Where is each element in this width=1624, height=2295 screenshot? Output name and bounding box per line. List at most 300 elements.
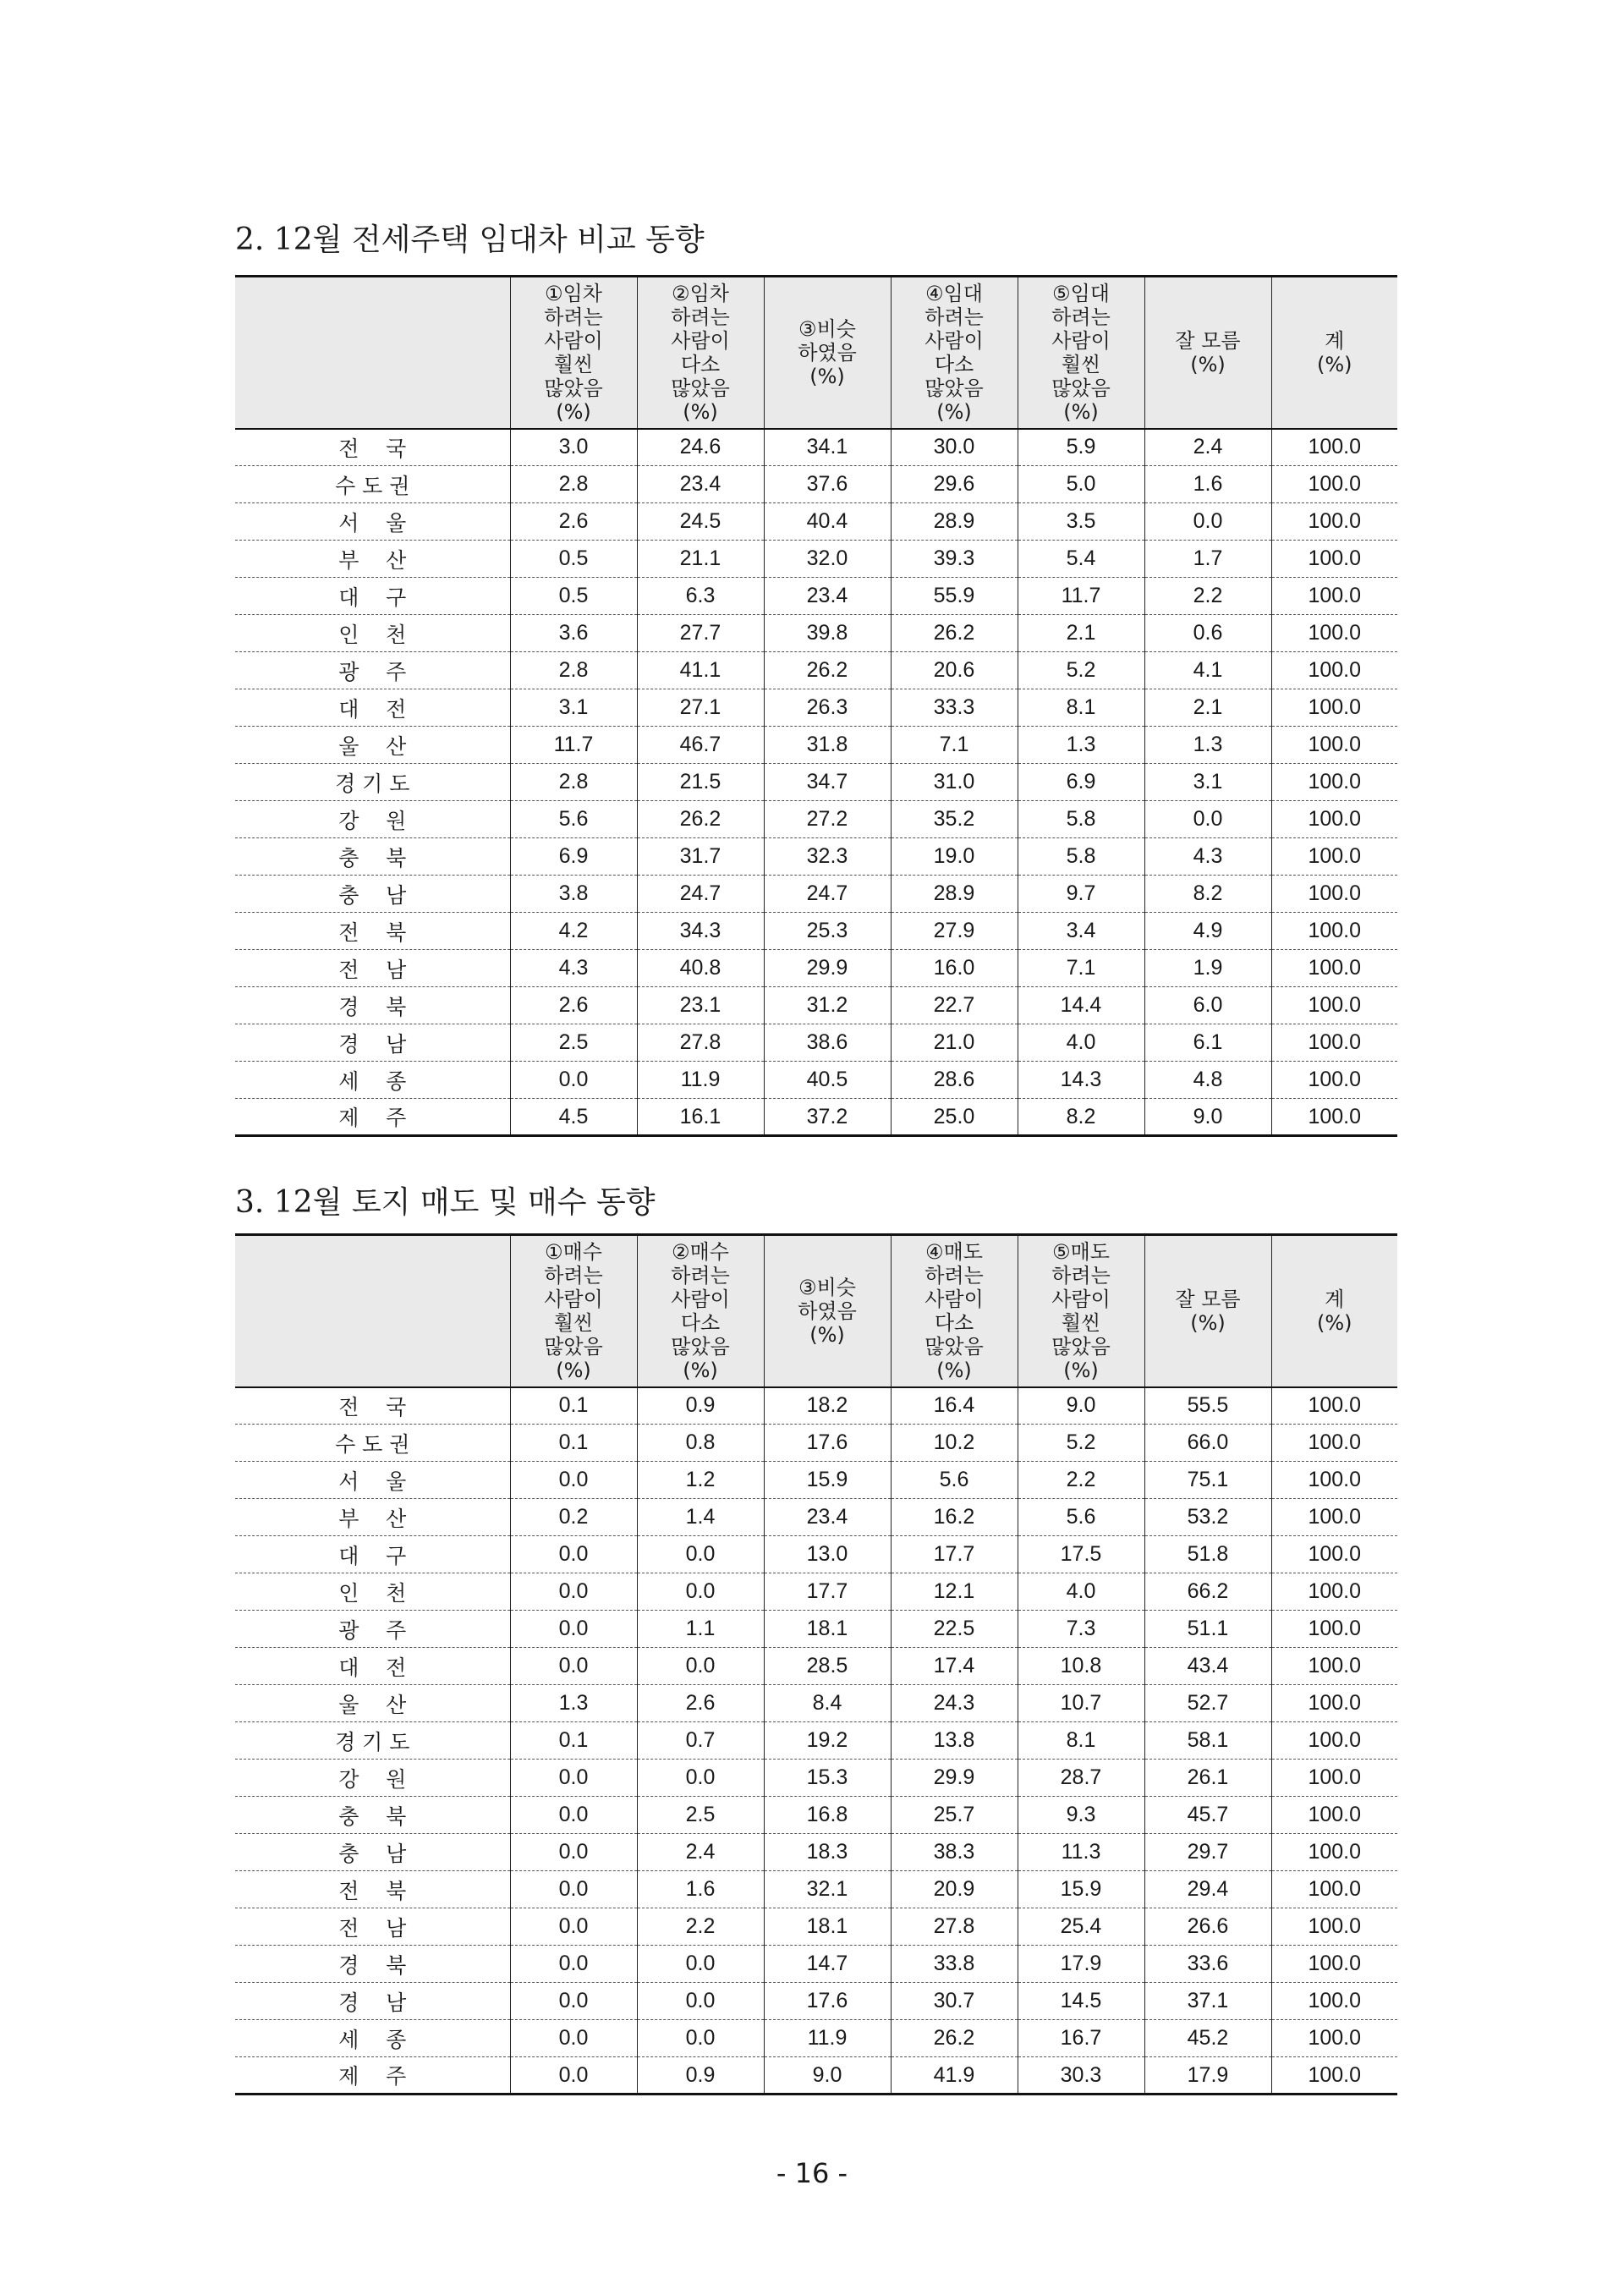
value-cell: 100.0: [1271, 950, 1397, 987]
value-cell: 35.2: [891, 801, 1018, 838]
header-cell: ⑤임대 하려는 사람이 훨씬 많았음 (%): [1018, 277, 1144, 429]
region-cell: 경 기 도: [235, 1722, 510, 1760]
table-row: [235, 1760, 1397, 1797]
value-cell: 25.3: [764, 913, 891, 950]
region-cell: 부 산: [235, 1499, 510, 1536]
value-cell: 0.0: [510, 1760, 637, 1797]
value-cell: 6.9: [1018, 764, 1144, 801]
value-cell: 100.0: [1271, 429, 1397, 466]
header-cell: ④매도 하려는 사람이 다소 많았음 (%): [891, 1235, 1018, 1387]
table-row: [235, 1946, 1397, 1983]
value-cell: 23.4: [764, 1499, 891, 1536]
value-cell: 53.2: [1144, 1499, 1271, 1536]
value-cell: 27.7: [637, 615, 764, 652]
table-row: [235, 801, 1397, 838]
value-cell: 13.0: [764, 1536, 891, 1573]
value-cell: 20.9: [891, 1871, 1018, 1908]
table-row: [235, 1573, 1397, 1611]
value-cell: 4.2: [510, 913, 637, 950]
value-cell: 15.9: [764, 1462, 891, 1499]
value-cell: 26.6: [1144, 1908, 1271, 1946]
value-cell: 100.0: [1271, 503, 1397, 541]
value-cell: 26.3: [764, 689, 891, 727]
value-cell: 0.0: [510, 1983, 637, 2020]
table-row: [235, 1797, 1397, 1834]
value-cell: 0.2: [510, 1499, 637, 1536]
value-cell: 55.5: [1144, 1387, 1271, 1425]
value-cell: 13.8: [891, 1722, 1018, 1760]
value-cell: 0.0: [637, 1946, 764, 1983]
value-cell: 0.1: [510, 1425, 637, 1462]
value-cell: 17.5: [1018, 1536, 1144, 1573]
value-cell: 0.0: [637, 1648, 764, 1685]
value-cell: 18.1: [764, 1611, 891, 1648]
table-body: [235, 429, 1397, 1136]
value-cell: 11.7: [1018, 578, 1144, 615]
value-cell: 5.8: [1018, 838, 1144, 876]
region-cell: 충 남: [235, 1834, 510, 1871]
section-title-rental-comparison: 2. 12월 전세주택 임대차 비교 동향: [235, 222, 705, 257]
region-cell: 대 전: [235, 689, 510, 727]
value-cell: 17.7: [764, 1573, 891, 1611]
value-cell: 9.0: [1144, 1099, 1271, 1136]
value-cell: 100.0: [1271, 1611, 1397, 1648]
value-cell: 1.3: [510, 1685, 637, 1722]
value-cell: 100.0: [1271, 1425, 1397, 1462]
value-cell: 30.7: [891, 1983, 1018, 2020]
value-cell: 100.0: [1271, 1871, 1397, 1908]
value-cell: 27.9: [891, 913, 1018, 950]
header-cell: ①매수 하려는 사람이 훨씬 많았음 (%): [510, 1235, 637, 1387]
table-row: [235, 1983, 1397, 2020]
value-cell: 32.3: [764, 838, 891, 876]
value-cell: 31.7: [637, 838, 764, 876]
region-cell: 경 북: [235, 1946, 510, 1983]
region-cell: 수 도 권: [235, 466, 510, 503]
value-cell: 6.9: [510, 838, 637, 876]
table-row: [235, 429, 1397, 466]
value-cell: 6.1: [1144, 1024, 1271, 1062]
header-cell: 잘 모름 (%): [1144, 277, 1271, 429]
table-row: [235, 1462, 1397, 1499]
value-cell: 2.5: [637, 1797, 764, 1834]
value-cell: 46.7: [637, 727, 764, 764]
value-cell: 100.0: [1271, 1462, 1397, 1499]
value-cell: 12.1: [891, 1573, 1018, 1611]
table-row: [235, 727, 1397, 764]
value-cell: 3.1: [1144, 764, 1271, 801]
value-cell: 31.0: [891, 764, 1018, 801]
value-cell: 8.2: [1018, 1099, 1144, 1136]
value-cell: 28.5: [764, 1648, 891, 1685]
value-cell: 22.7: [891, 987, 1018, 1024]
value-cell: 4.0: [1018, 1024, 1144, 1062]
value-cell: 23.1: [637, 987, 764, 1024]
value-cell: 100.0: [1271, 764, 1397, 801]
region-cell: 전 북: [235, 913, 510, 950]
value-cell: 9.0: [764, 2057, 891, 2095]
value-cell: 0.8: [637, 1425, 764, 1462]
value-cell: 3.8: [510, 876, 637, 913]
table-row: [235, 615, 1397, 652]
value-cell: 31.2: [764, 987, 891, 1024]
value-cell: 26.2: [891, 2020, 1018, 2057]
value-cell: 100.0: [1271, 1722, 1397, 1760]
header-cell: ⑤매도 하려는 사람이 훨씬 많았음 (%): [1018, 1235, 1144, 1387]
region-cell: 전 국: [235, 429, 510, 466]
value-cell: 33.3: [891, 689, 1018, 727]
value-cell: 8.2: [1144, 876, 1271, 913]
value-cell: 0.6: [1144, 615, 1271, 652]
value-cell: 8.4: [764, 1685, 891, 1722]
table-row: [235, 1611, 1397, 1648]
value-cell: 19.0: [891, 838, 1018, 876]
table-row: [235, 689, 1397, 727]
table-row: [235, 541, 1397, 578]
value-cell: 7.1: [891, 727, 1018, 764]
header-cell: 잘 모름 (%): [1144, 1235, 1271, 1387]
header-cell: ①임차 하려는 사람이 훨씬 많았음 (%): [510, 277, 637, 429]
value-cell: 25.0: [891, 1099, 1018, 1136]
value-cell: 16.8: [764, 1797, 891, 1834]
value-cell: 5.6: [1018, 1499, 1144, 1536]
region-cell: 세 종: [235, 2020, 510, 2057]
value-cell: 0.0: [510, 1871, 637, 1908]
region-cell: 광 주: [235, 652, 510, 689]
value-cell: 0.7: [637, 1722, 764, 1760]
value-cell: 4.3: [510, 950, 637, 987]
value-cell: 100.0: [1271, 1024, 1397, 1062]
region-cell: 제 주: [235, 1099, 510, 1136]
value-cell: 0.0: [510, 1908, 637, 1946]
value-cell: 26.2: [764, 652, 891, 689]
value-cell: 1.7: [1144, 541, 1271, 578]
value-cell: 2.2: [1144, 578, 1271, 615]
value-cell: 0.0: [637, 2020, 764, 2057]
header-cell: 계 (%): [1271, 277, 1397, 429]
value-cell: 27.1: [637, 689, 764, 727]
value-cell: 33.6: [1144, 1946, 1271, 1983]
value-cell: 6.3: [637, 578, 764, 615]
value-cell: 24.5: [637, 503, 764, 541]
value-cell: 2.5: [510, 1024, 637, 1062]
value-cell: 0.0: [510, 1797, 637, 1834]
value-cell: 100.0: [1271, 727, 1397, 764]
value-cell: 0.0: [637, 1760, 764, 1797]
value-cell: 10.7: [1018, 1685, 1144, 1722]
value-cell: 4.1: [1144, 652, 1271, 689]
value-cell: 0.0: [1144, 801, 1271, 838]
value-cell: 24.7: [637, 876, 764, 913]
value-cell: 21.1: [637, 541, 764, 578]
region-cell: 경 남: [235, 1024, 510, 1062]
value-cell: 26.1: [1144, 1760, 1271, 1797]
value-cell: 4.3: [1144, 838, 1271, 876]
value-cell: 26.2: [637, 801, 764, 838]
value-cell: 0.9: [637, 1387, 764, 1425]
value-cell: 9.3: [1018, 1797, 1144, 1834]
value-cell: 40.5: [764, 1062, 891, 1099]
value-cell: 5.4: [1018, 541, 1144, 578]
value-cell: 27.8: [637, 1024, 764, 1062]
value-cell: 2.4: [1144, 429, 1271, 466]
value-cell: 32.0: [764, 541, 891, 578]
value-cell: 5.2: [1018, 1425, 1144, 1462]
region-cell: 울 산: [235, 727, 510, 764]
header-row: [235, 277, 1397, 429]
value-cell: 0.0: [637, 1536, 764, 1573]
value-cell: 1.6: [1144, 466, 1271, 503]
header-cell: 계 (%): [1271, 1235, 1397, 1387]
value-cell: 4.8: [1144, 1062, 1271, 1099]
value-cell: 100.0: [1271, 838, 1397, 876]
value-cell: 5.0: [1018, 466, 1144, 503]
value-cell: 41.1: [637, 652, 764, 689]
value-cell: 100.0: [1271, 1536, 1397, 1573]
table-header: [235, 277, 1397, 429]
region-cell: 인 천: [235, 615, 510, 652]
value-cell: 100.0: [1271, 689, 1397, 727]
value-cell: 0.0: [510, 1062, 637, 1099]
value-cell: 3.5: [1018, 503, 1144, 541]
value-cell: 100.0: [1271, 987, 1397, 1024]
value-cell: 28.7: [1018, 1760, 1144, 1797]
rental-comparison-table: [235, 275, 1397, 1137]
header-cell-region: [235, 1235, 510, 1387]
value-cell: 2.1: [1144, 689, 1271, 727]
header-cell: ②매수 하려는 사람이 다소 많았음 (%): [637, 1235, 764, 1387]
value-cell: 27.2: [764, 801, 891, 838]
table-header: [235, 1235, 1397, 1387]
value-cell: 40.4: [764, 503, 891, 541]
value-cell: 21.5: [637, 764, 764, 801]
value-cell: 29.7: [1144, 1834, 1271, 1871]
value-cell: 5.8: [1018, 801, 1144, 838]
value-cell: 7.3: [1018, 1611, 1144, 1648]
header-cell: ②임차 하려는 사람이 다소 많았음 (%): [637, 277, 764, 429]
table-row: [235, 1685, 1397, 1722]
value-cell: 66.0: [1144, 1425, 1271, 1462]
value-cell: 1.9: [1144, 950, 1271, 987]
table-row: [235, 1834, 1397, 1871]
value-cell: 40.8: [637, 950, 764, 987]
value-cell: 100.0: [1271, 1908, 1397, 1946]
value-cell: 66.2: [1144, 1573, 1271, 1611]
value-cell: 5.2: [1018, 652, 1144, 689]
value-cell: 20.6: [891, 652, 1018, 689]
value-cell: 24.6: [637, 429, 764, 466]
value-cell: 3.4: [1018, 913, 1144, 950]
value-cell: 45.7: [1144, 1797, 1271, 1834]
value-cell: 100.0: [1271, 652, 1397, 689]
value-cell: 33.8: [891, 1946, 1018, 1983]
value-cell: 11.9: [637, 1062, 764, 1099]
value-cell: 100.0: [1271, 1099, 1397, 1136]
value-cell: 100.0: [1271, 913, 1397, 950]
region-cell: 전 남: [235, 950, 510, 987]
value-cell: 0.5: [510, 578, 637, 615]
section-title-land-trading: 3. 12월 토지 매도 및 매수 동향: [235, 1185, 656, 1220]
header-cell: ③비슷 하였음 (%): [764, 1235, 891, 1387]
value-cell: 9.0: [1018, 1387, 1144, 1425]
value-cell: 5.6: [510, 801, 637, 838]
value-cell: 100.0: [1271, 1499, 1397, 1536]
region-cell: 부 산: [235, 541, 510, 578]
value-cell: 17.9: [1018, 1946, 1144, 1983]
value-cell: 16.7: [1018, 2020, 1144, 2057]
table-row: [235, 466, 1397, 503]
region-cell: 전 국: [235, 1387, 510, 1425]
table-row: [235, 950, 1397, 987]
value-cell: 2.6: [510, 987, 637, 1024]
value-cell: 23.4: [637, 466, 764, 503]
value-cell: 29.4: [1144, 1871, 1271, 1908]
header-cell: ④임대 하려는 사람이 다소 많았음 (%): [891, 277, 1018, 429]
value-cell: 0.1: [510, 1722, 637, 1760]
value-cell: 0.0: [637, 1983, 764, 2020]
region-cell: 경 기 도: [235, 764, 510, 801]
value-cell: 37.2: [764, 1099, 891, 1136]
value-cell: 16.0: [891, 950, 1018, 987]
value-cell: 2.8: [510, 466, 637, 503]
value-cell: 5.9: [1018, 429, 1144, 466]
header-cell-region: [235, 277, 510, 429]
value-cell: 17.9: [1144, 2057, 1271, 2095]
region-cell: 수 도 권: [235, 1425, 510, 1462]
value-cell: 0.0: [510, 1573, 637, 1611]
table-row: [235, 503, 1397, 541]
value-cell: 0.0: [637, 1573, 764, 1611]
region-cell: 경 남: [235, 1983, 510, 2020]
region-cell: 제 주: [235, 2057, 510, 2095]
value-cell: 2.4: [637, 1834, 764, 1871]
value-cell: 37.1: [1144, 1983, 1271, 2020]
value-cell: 17.7: [891, 1536, 1018, 1573]
value-cell: 14.7: [764, 1946, 891, 1983]
value-cell: 4.5: [510, 1099, 637, 1136]
value-cell: 24.3: [891, 1685, 1018, 1722]
value-cell: 0.5: [510, 541, 637, 578]
value-cell: 1.3: [1018, 727, 1144, 764]
value-cell: 22.5: [891, 1611, 1018, 1648]
region-cell: 충 북: [235, 838, 510, 876]
value-cell: 0.0: [510, 1834, 637, 1871]
value-cell: 45.2: [1144, 2020, 1271, 2057]
value-cell: 2.2: [637, 1908, 764, 1946]
table-row: [235, 1099, 1397, 1136]
value-cell: 34.3: [637, 913, 764, 950]
header-cell: ③비슷 하였음 (%): [764, 277, 891, 429]
value-cell: 14.5: [1018, 1983, 1144, 2020]
region-cell: 울 산: [235, 1685, 510, 1722]
value-cell: 3.0: [510, 429, 637, 466]
value-cell: 2.1: [1018, 615, 1144, 652]
value-cell: 0.0: [510, 2057, 637, 2095]
value-cell: 34.1: [764, 429, 891, 466]
value-cell: 31.8: [764, 727, 891, 764]
value-cell: 0.0: [1144, 503, 1271, 541]
region-cell: 강 원: [235, 801, 510, 838]
value-cell: 1.6: [637, 1871, 764, 1908]
value-cell: 5.6: [891, 1462, 1018, 1499]
value-cell: 21.0: [891, 1024, 1018, 1062]
header-row: [235, 1235, 1397, 1387]
value-cell: 0.1: [510, 1387, 637, 1425]
value-cell: 0.0: [510, 1536, 637, 1573]
value-cell: 27.8: [891, 1908, 1018, 1946]
value-cell: 100.0: [1271, 1983, 1397, 2020]
value-cell: 58.1: [1144, 1722, 1271, 1760]
table-row: [235, 2020, 1397, 2057]
value-cell: 0.9: [637, 2057, 764, 2095]
value-cell: 10.8: [1018, 1648, 1144, 1685]
value-cell: 100.0: [1271, 466, 1397, 503]
value-cell: 0.0: [510, 1648, 637, 1685]
value-cell: 100.0: [1271, 1648, 1397, 1685]
table-row: [235, 838, 1397, 876]
land-trading-table: [235, 1233, 1397, 2095]
value-cell: 1.3: [1144, 727, 1271, 764]
value-cell: 23.4: [764, 578, 891, 615]
table-row: [235, 1536, 1397, 1573]
value-cell: 100.0: [1271, 876, 1397, 913]
value-cell: 0.0: [510, 1611, 637, 1648]
region-cell: 대 전: [235, 1648, 510, 1685]
value-cell: 29.9: [891, 1760, 1018, 1797]
value-cell: 17.6: [764, 1425, 891, 1462]
value-cell: 26.2: [891, 615, 1018, 652]
table-row: [235, 1722, 1397, 1760]
region-cell: 충 남: [235, 876, 510, 913]
value-cell: 2.6: [510, 503, 637, 541]
value-cell: 51.1: [1144, 1611, 1271, 1648]
value-cell: 17.4: [891, 1648, 1018, 1685]
region-cell: 대 구: [235, 578, 510, 615]
table-row: [235, 2057, 1397, 2095]
value-cell: 16.4: [891, 1387, 1018, 1425]
value-cell: 15.3: [764, 1760, 891, 1797]
value-cell: 4.9: [1144, 913, 1271, 950]
table-row: [235, 1024, 1397, 1062]
value-cell: 37.6: [764, 466, 891, 503]
value-cell: 100.0: [1271, 1760, 1397, 1797]
value-cell: 8.1: [1018, 689, 1144, 727]
region-cell: 전 북: [235, 1871, 510, 1908]
value-cell: 100.0: [1271, 1685, 1397, 1722]
value-cell: 18.2: [764, 1387, 891, 1425]
value-cell: 8.1: [1018, 1722, 1144, 1760]
value-cell: 38.3: [891, 1834, 1018, 1871]
value-cell: 100.0: [1271, 1387, 1397, 1425]
value-cell: 18.3: [764, 1834, 891, 1871]
value-cell: 51.8: [1144, 1536, 1271, 1573]
value-cell: 43.4: [1144, 1648, 1271, 1685]
table-row: [235, 987, 1397, 1024]
value-cell: 6.0: [1144, 987, 1271, 1024]
region-cell: 세 종: [235, 1062, 510, 1099]
value-cell: 38.6: [764, 1024, 891, 1062]
value-cell: 15.9: [1018, 1871, 1144, 1908]
value-cell: 52.7: [1144, 1685, 1271, 1722]
table-body: [235, 1387, 1397, 2095]
value-cell: 0.0: [510, 1462, 637, 1499]
table-row: [235, 1871, 1397, 1908]
value-cell: 100.0: [1271, 1062, 1397, 1099]
region-cell: 인 천: [235, 1573, 510, 1611]
region-cell: 경 북: [235, 987, 510, 1024]
value-cell: 100.0: [1271, 801, 1397, 838]
value-cell: 19.2: [764, 1722, 891, 1760]
